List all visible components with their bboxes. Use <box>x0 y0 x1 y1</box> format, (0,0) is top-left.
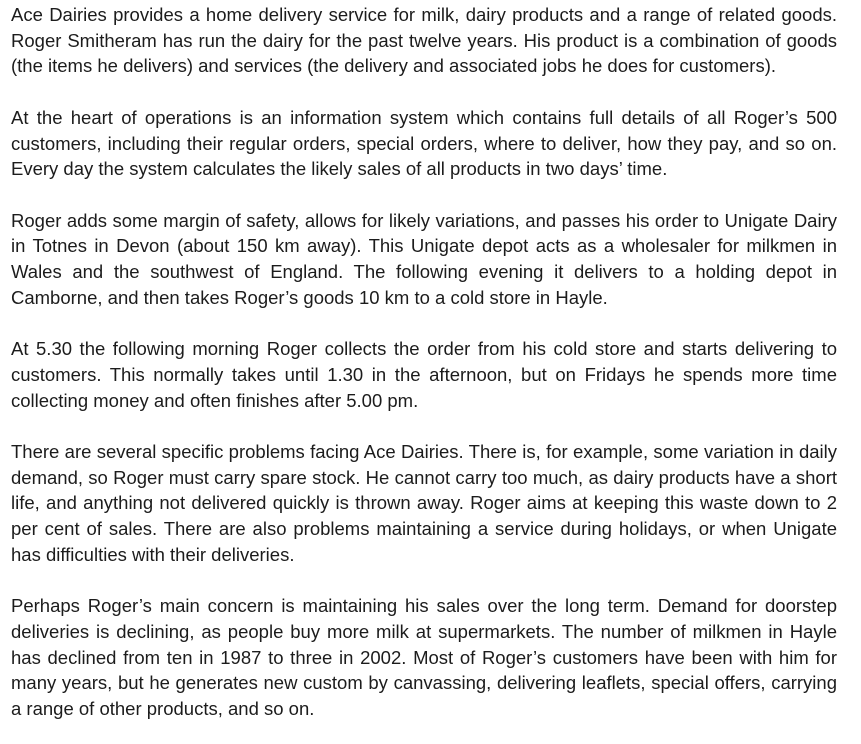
paragraph-long-term-concern: Perhaps Roger’s main concern is maintaining his sales over the long term. Demand for doorstep deliveries is declining, as people buy more milk at supermarkets. The number of milkmen in Hayle has declined from ten in 1987 to three in 2002. Most of Roger’s customers have been with him for many years, but he generates new custom by canvassing, delivering leaflets, special offers, carrying a range of other products, and so on. <box>11 595 837 719</box>
case-study-text <box>11 2 837 722</box>
paragraph-ordering: Roger adds some margin of safety, allows for likely variations, and passes his order to Unigate Dairy in Totnes in Devon (about 150 km away). This Unigate depot acts as a wholesaler for milkmen in Wales and the southwest of England. The following evening it delivers to a holding depot in Camborne, and then takes Roger’s goods 10 km to a cold store in Hayle. <box>11 209 837 308</box>
paragraph-introduction: Ace Dairies provides a home delivery service for milk, dairy products and a range of related goods. Roger Smitheram has run the dairy for the past twelve years. His product is a combination of goods (the items he delivers) and services (the delivery and associated jobs he does for customers). <box>11 4 837 77</box>
paragraph-problems: There are several specific problems facing Ace Dairies. There is, for example, some variation in daily demand, so Roger must carry spare stock. He cannot carry too much, as dairy products have a short life, and anything not delivered quickly is thrown away. Roger aims at keeping this waste down to 2 per cent of sales. There are also problems maintaining a service during holidays, or when Unigate has difficulties with their deliveries. <box>11 440 837 565</box>
paragraph-delivery-schedule: At 5.30 the following morning Roger collects the order from his cold store and starts delivering to customers. This normally takes until 1.30 in the afternoon, but on Fridays he spends more time collecting money and often finishes after 5.00 pm. <box>11 338 837 411</box>
paragraph-information-system: At the heart of operations is an information system which contains full details of all Roger’s 500 customers, including their regular orders, special orders, where to deliver, how they pay, and so on. Every day the system calculates the likely sales of all products in two days’ time. <box>11 106 837 180</box>
